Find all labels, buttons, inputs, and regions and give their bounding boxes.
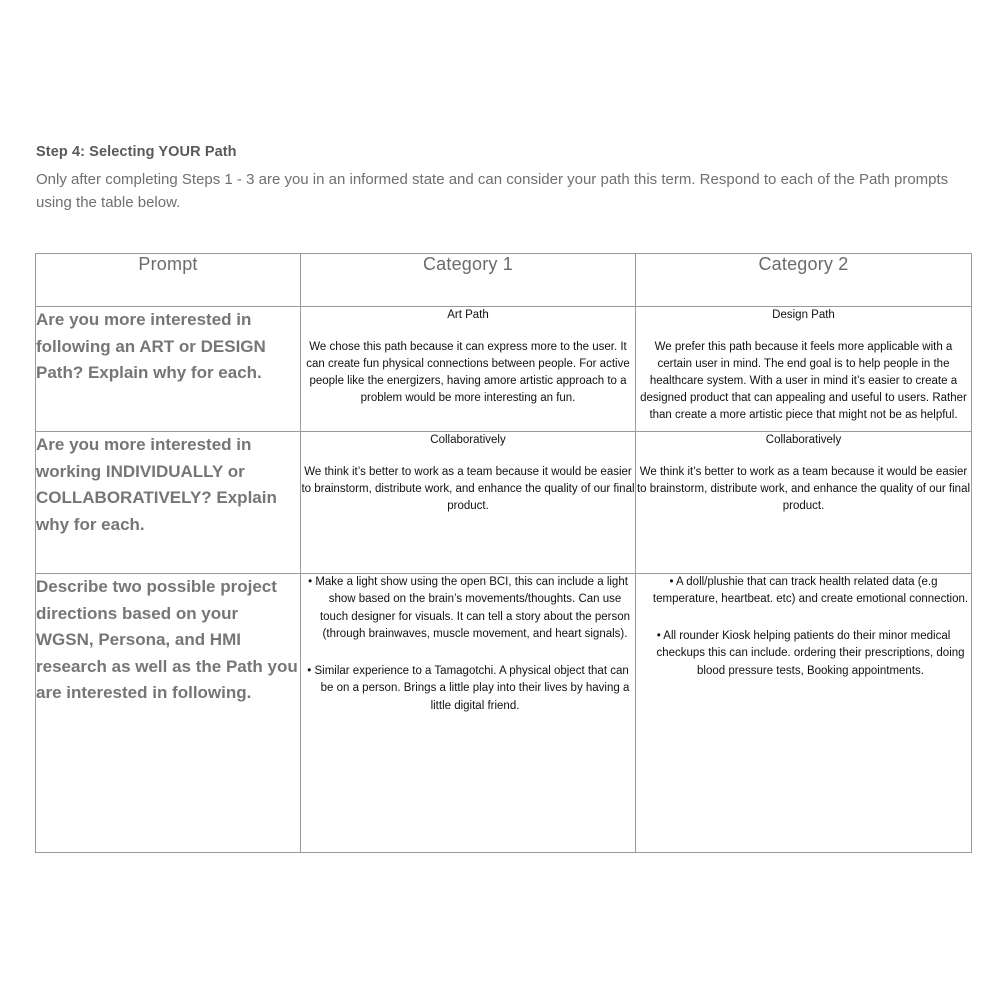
answer-cell-category-2 <box>636 432 972 574</box>
table-row <box>36 307 972 432</box>
answer-heading: Collaboratively <box>430 434 506 446</box>
bullet-icon: • <box>308 576 313 588</box>
bullet-icon: • <box>307 664 312 677</box>
list-item-text: All rounder Kiosk helping patients do their minor medical checkups this can include. ordering their prescriptions, doing blood pressure tests, Booking appointments. <box>656 629 965 677</box>
answer-heading: Art Path <box>447 309 489 321</box>
prompt-text: Are you more interested in working INDIVIDUALLY or COLLABORATIVELY? Explain why for each. <box>36 435 277 534</box>
answer-body: We prefer this path because it feels more applicable with a certain user in mind. The end goal is to help people in the healthcare system. With a user in mind it’s easier to create a designed product that can appealing and useful to users. Rather than create a more artistic piece that might not be as helpful. <box>640 340 967 421</box>
column-header-category-2: Category 2 <box>636 254 972 307</box>
answer-cell-category-2 <box>636 574 972 853</box>
prompt-cell <box>36 432 301 574</box>
column-header-category-1: Category 1 <box>301 254 636 307</box>
list-item-text: Similar experience to a Tamagotchi. A physical object that can be on a person. Brings a little play into their lives by having a little digital friend. <box>314 664 630 712</box>
list-item <box>301 574 635 644</box>
table-row <box>36 432 972 574</box>
answer-cell-category-1 <box>301 432 636 574</box>
list-item <box>636 628 971 680</box>
prompt-cell <box>36 574 301 853</box>
list-item-text: A doll/plushie that can track health related data (e.g temperature, heartbeat. etc) and create emotional connection. <box>652 576 969 606</box>
list-item-text: Make a light show using the open BCI, this can include a light show based on the brain’s movements/thoughts. Can use touch designer for visuals. It can tell a story about the person (through brainwaves, muscle movement, and heart signals). <box>315 576 631 641</box>
answer-heading: Collaboratively <box>765 434 842 446</box>
answer-body: We think it’s better to work as a team because it would be easier to brainstorm, distribute work, and enhance the quality of our final product. <box>301 465 635 512</box>
answer-heading: Design Path <box>772 309 835 321</box>
bullet-icon: • <box>656 629 661 642</box>
intro-paragraph: Only after completing Steps 1 - 3 are you in an informed state and can consider your path this term. Respond to each of the Path prompts using the table below. <box>36 170 949 212</box>
answer-body: We think it’s better to work as a team because it would be easier to brainstorm, distribute work, and enhance the quality of our final product. <box>636 465 971 512</box>
path-table-container <box>35 253 971 853</box>
list-item <box>636 574 971 609</box>
prompt-text: Are you more interested in following an ART or DESIGN Path? Explain why for each. <box>36 310 266 383</box>
bullet-list <box>301 574 635 715</box>
table-header-row <box>36 254 972 307</box>
answer-body: We chose this path because it can express more to the user. It can create fun physical connections between people. For active people like the energizers, having amore artistic approach to a problem would be more interesting an fun. <box>306 340 630 404</box>
list-item <box>301 663 635 715</box>
path-table <box>35 253 972 853</box>
bullet-icon: • <box>669 576 674 588</box>
answer-cell-category-1 <box>301 574 636 853</box>
page-title: Step 4: Selecting YOUR Path <box>36 144 237 160</box>
prompt-text: Describe two possible project directions based on your WGSN, Persona, and HMI research as well as the Path you are interested in following. <box>36 577 298 703</box>
column-header-prompt: Prompt <box>36 254 301 307</box>
table-row <box>36 574 972 853</box>
answer-cell-category-1 <box>301 307 636 432</box>
answer-cell-category-2 <box>636 307 972 432</box>
bullet-list <box>636 574 971 680</box>
prompt-cell <box>36 307 301 432</box>
intro-section <box>36 143 984 215</box>
